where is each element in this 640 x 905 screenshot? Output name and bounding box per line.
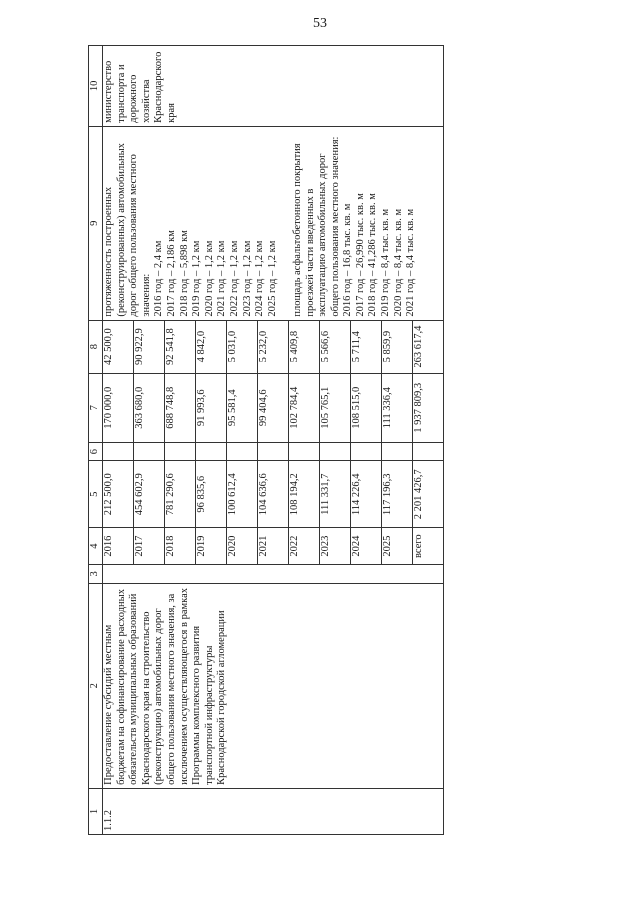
year-cell: 2023 <box>320 528 351 565</box>
landscape-table <box>88 45 538 835</box>
column-6-cell <box>382 442 413 460</box>
year-cell: 2019 <box>196 528 227 565</box>
total-funding-cell: 100 612,4 <box>227 461 258 528</box>
local-funding-cell: 5 711,4 <box>351 320 382 373</box>
column-6-cell <box>320 442 351 460</box>
regional-funding-cell: 91 993,6 <box>196 373 227 442</box>
column-6-cell <box>165 442 196 460</box>
col-header-9: 9 <box>89 126 103 320</box>
total-funding-cell: 781 290,6 <box>165 461 196 528</box>
total-funding-cell: 454 602,9 <box>134 461 165 528</box>
regional-funding-cell: 99 404,6 <box>258 373 289 442</box>
item-description: Предоставление субсидий местным бюджетам на софинансирование расходных обязательств муниципальных образований Краснодарского края на строительство (реконструкцию) автомобильных дорог общего пользования местного значения, за исключением осуществляющегося в рамках Программы комплексного развития транспортной инфраструктуры Краснодарской городской агломерации <box>103 583 444 788</box>
local-funding-cell: 92 541,8 <box>165 320 196 373</box>
regional-funding-cell: 105 765,1 <box>320 373 351 442</box>
total-funding-cell: 212 500,0 <box>103 461 134 528</box>
local-funding-sum: 263 617,4 <box>413 320 444 373</box>
responsible-cell: министерство транспорта и дорожного хозяйства Краснодарского края <box>103 46 444 127</box>
regional-funding-cell: 95 581,4 <box>227 373 258 442</box>
column-6-cell <box>413 442 444 460</box>
col-header-2: 2 <box>89 583 103 788</box>
total-funding-cell: 108 194,2 <box>289 461 320 528</box>
local-funding-cell: 5 566,6 <box>320 320 351 373</box>
column-6-cell <box>103 442 134 460</box>
col-header-6: 6 <box>89 442 103 460</box>
local-funding-cell: 5 031,0 <box>227 320 258 373</box>
col-header-8: 8 <box>89 320 103 373</box>
column-6-cell <box>227 442 258 460</box>
year-cell: 2020 <box>227 528 258 565</box>
year-cell: 2024 <box>351 528 382 565</box>
regional-funding-cell: 170 000,0 <box>103 373 134 442</box>
local-funding-cell: 5 859,9 <box>382 320 413 373</box>
total-funding-cell: 117 196,3 <box>382 461 413 528</box>
column-6-cell <box>134 442 165 460</box>
column-6-cell <box>351 442 382 460</box>
regional-funding-cell: 688 748,8 <box>165 373 196 442</box>
col-header-1: 1 <box>89 788 103 834</box>
total-funding-cell: 111 331,7 <box>320 461 351 528</box>
table-row <box>103 46 134 835</box>
regional-funding-cell: 363 680,0 <box>134 373 165 442</box>
column-6-cell <box>289 442 320 460</box>
total-funding-sum: 2 201 426,7 <box>413 461 444 528</box>
local-funding-cell: 90 922,9 <box>134 320 165 373</box>
year-cell: 2016 <box>103 528 134 565</box>
col-header-7: 7 <box>89 373 103 442</box>
local-funding-cell: 42 500,0 <box>103 320 134 373</box>
column-6-cell <box>196 442 227 460</box>
regional-funding-sum: 1 937 809,3 <box>413 373 444 442</box>
column-3-cell <box>103 565 444 583</box>
year-cell: 2025 <box>382 528 413 565</box>
total-funding-cell: 114 226,4 <box>351 461 382 528</box>
local-funding-cell: 5 409,8 <box>289 320 320 373</box>
local-funding-cell: 4 842,0 <box>196 320 227 373</box>
rotated-table-area <box>88 45 538 835</box>
col-header-3: 3 <box>89 565 103 583</box>
column-6-cell <box>258 442 289 460</box>
indicators-cell: протяженность построенных (реконструированных) автомобильных дорог общего пользования местного значения: 2016 год – 2,4 км 2017 год – 2,186 км 2018 год – 5,898 км 2019 год – 1,2 км 2020 год – 1,2 км 2021 год – 1,2 км 2022 год – 1,2 км 2023 год – 1,2 км 2024 год – 1,2 км 2025 год – 1,2 км площадь асфальтобетонного покрытия проезжей части введенных в эксплуатацию автомобильных дорог общего пользования местного значения: 2016 год – 16,8 тыс. кв. м 2017 год – 26,990 тыс. кв. м 2018 год – 41,286 тыс. кв. м 2019 год – 8,4 тыс. кв. м 2020 год – 8,4 тыс. кв. м 2021 год – 8,4 тыс. кв. м <box>103 126 444 320</box>
regional-funding-cell: 108 515,0 <box>351 373 382 442</box>
local-funding-cell: 5 232,0 <box>258 320 289 373</box>
regional-funding-cell: 102 784,4 <box>289 373 320 442</box>
year-cell: 2021 <box>258 528 289 565</box>
item-code: 1.1.2 <box>103 788 444 834</box>
col-header-10: 10 <box>89 46 103 127</box>
page-number: 53 <box>313 16 327 31</box>
year-cell: 2017 <box>134 528 165 565</box>
regional-funding-cell: 111 336,4 <box>382 373 413 442</box>
header-row <box>89 46 103 835</box>
total-funding-cell: 104 636,6 <box>258 461 289 528</box>
col-header-4: 4 <box>89 528 103 565</box>
total-label: всего <box>413 528 444 565</box>
col-header-5: 5 <box>89 461 103 528</box>
budget-table <box>88 45 444 835</box>
total-funding-cell: 96 835,6 <box>196 461 227 528</box>
year-cell: 2022 <box>289 528 320 565</box>
year-cell: 2018 <box>165 528 196 565</box>
